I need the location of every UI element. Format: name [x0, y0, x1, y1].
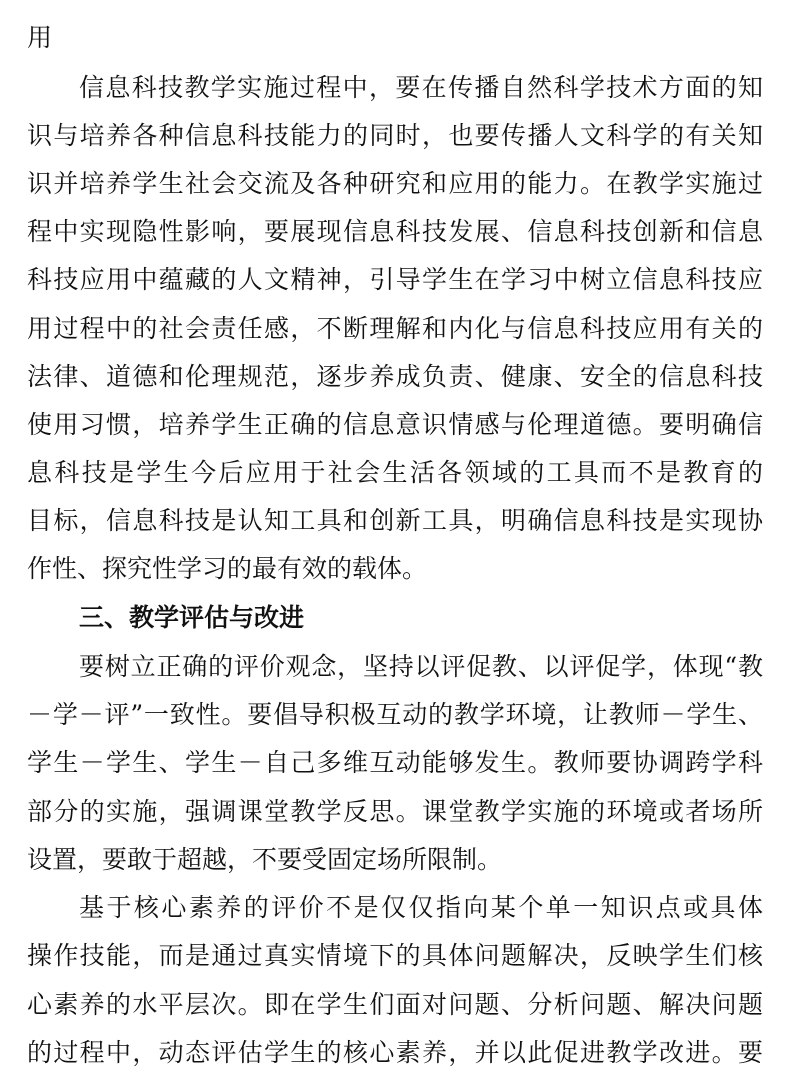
section-heading: 三、教学评估与改进 [79, 603, 305, 632]
text-line: 作性、探究性学习的最有效的载体。 [27, 554, 428, 583]
text-line: 要树立正确的评价观念，坚持以评促教、以评促学，体现“教 [79, 652, 763, 681]
text-line: －学－评”一致性。要倡导积极互动的教学环境，让教师－学生、 [27, 700, 763, 729]
text-line: 目标，信息科技是认知工具和创新工具，明确信息科技是实现协 [27, 506, 763, 535]
text-line: 设置，要敢于超越，不要受固定场所限制。 [27, 845, 503, 874]
text-line: 用 [27, 23, 53, 52]
text-line: 息科技是学生今后应用于社会生活各领域的工具而不是教育的 [27, 458, 763, 487]
text-line: 基于核心素养的评价不是仅仅指向某个单一知识点或具体 [79, 893, 763, 922]
text-line: 学生－学生、学生－自己多维互动能够发生。教师要协调跨学科 [27, 748, 763, 777]
text-line: 信息科技教学实施过程中，要在传播自然科学技术方面的知 [79, 73, 763, 102]
text-line: 法律、道德和伦理规范，逐步养成负责、健康、安全的信息科技 [27, 362, 763, 391]
text-line: 操作技能，而是通过真实情境下的具体问题解决，反映学生们核 [27, 941, 763, 970]
text-line: 科技应用中蕴藏的人文精神，引导学生在学习中树立信息科技应 [27, 265, 763, 294]
text-line: 部分的实施，强调课堂教学反思。课堂教学实施的环境或者场所 [27, 797, 763, 826]
text-line: 的过程中，动态评估学生的核心素养，并以此促进教学改进。要 [27, 1038, 763, 1067]
text-line: 识与培养各种信息科技能力的同时，也要传播人文科学的有关知 [27, 121, 763, 150]
text-line: 用过程中的社会责任感，不断理解和内化与信息科技应用有关的 [27, 314, 763, 343]
text-line: 程中实现隐性影响，要展现信息科技发展、信息科技创新和信息 [27, 217, 763, 246]
text-line: 心素养的水平层次。即在学生们面对问题、分析问题、解决问题 [27, 990, 763, 1019]
text-line: 使用习惯，培养学生正确的信息意识情感与伦理道德。要明确信 [27, 410, 763, 439]
text-line: 识并培养学生社会交流及各种研究和应用的能力。在教学实施过 [27, 169, 763, 198]
